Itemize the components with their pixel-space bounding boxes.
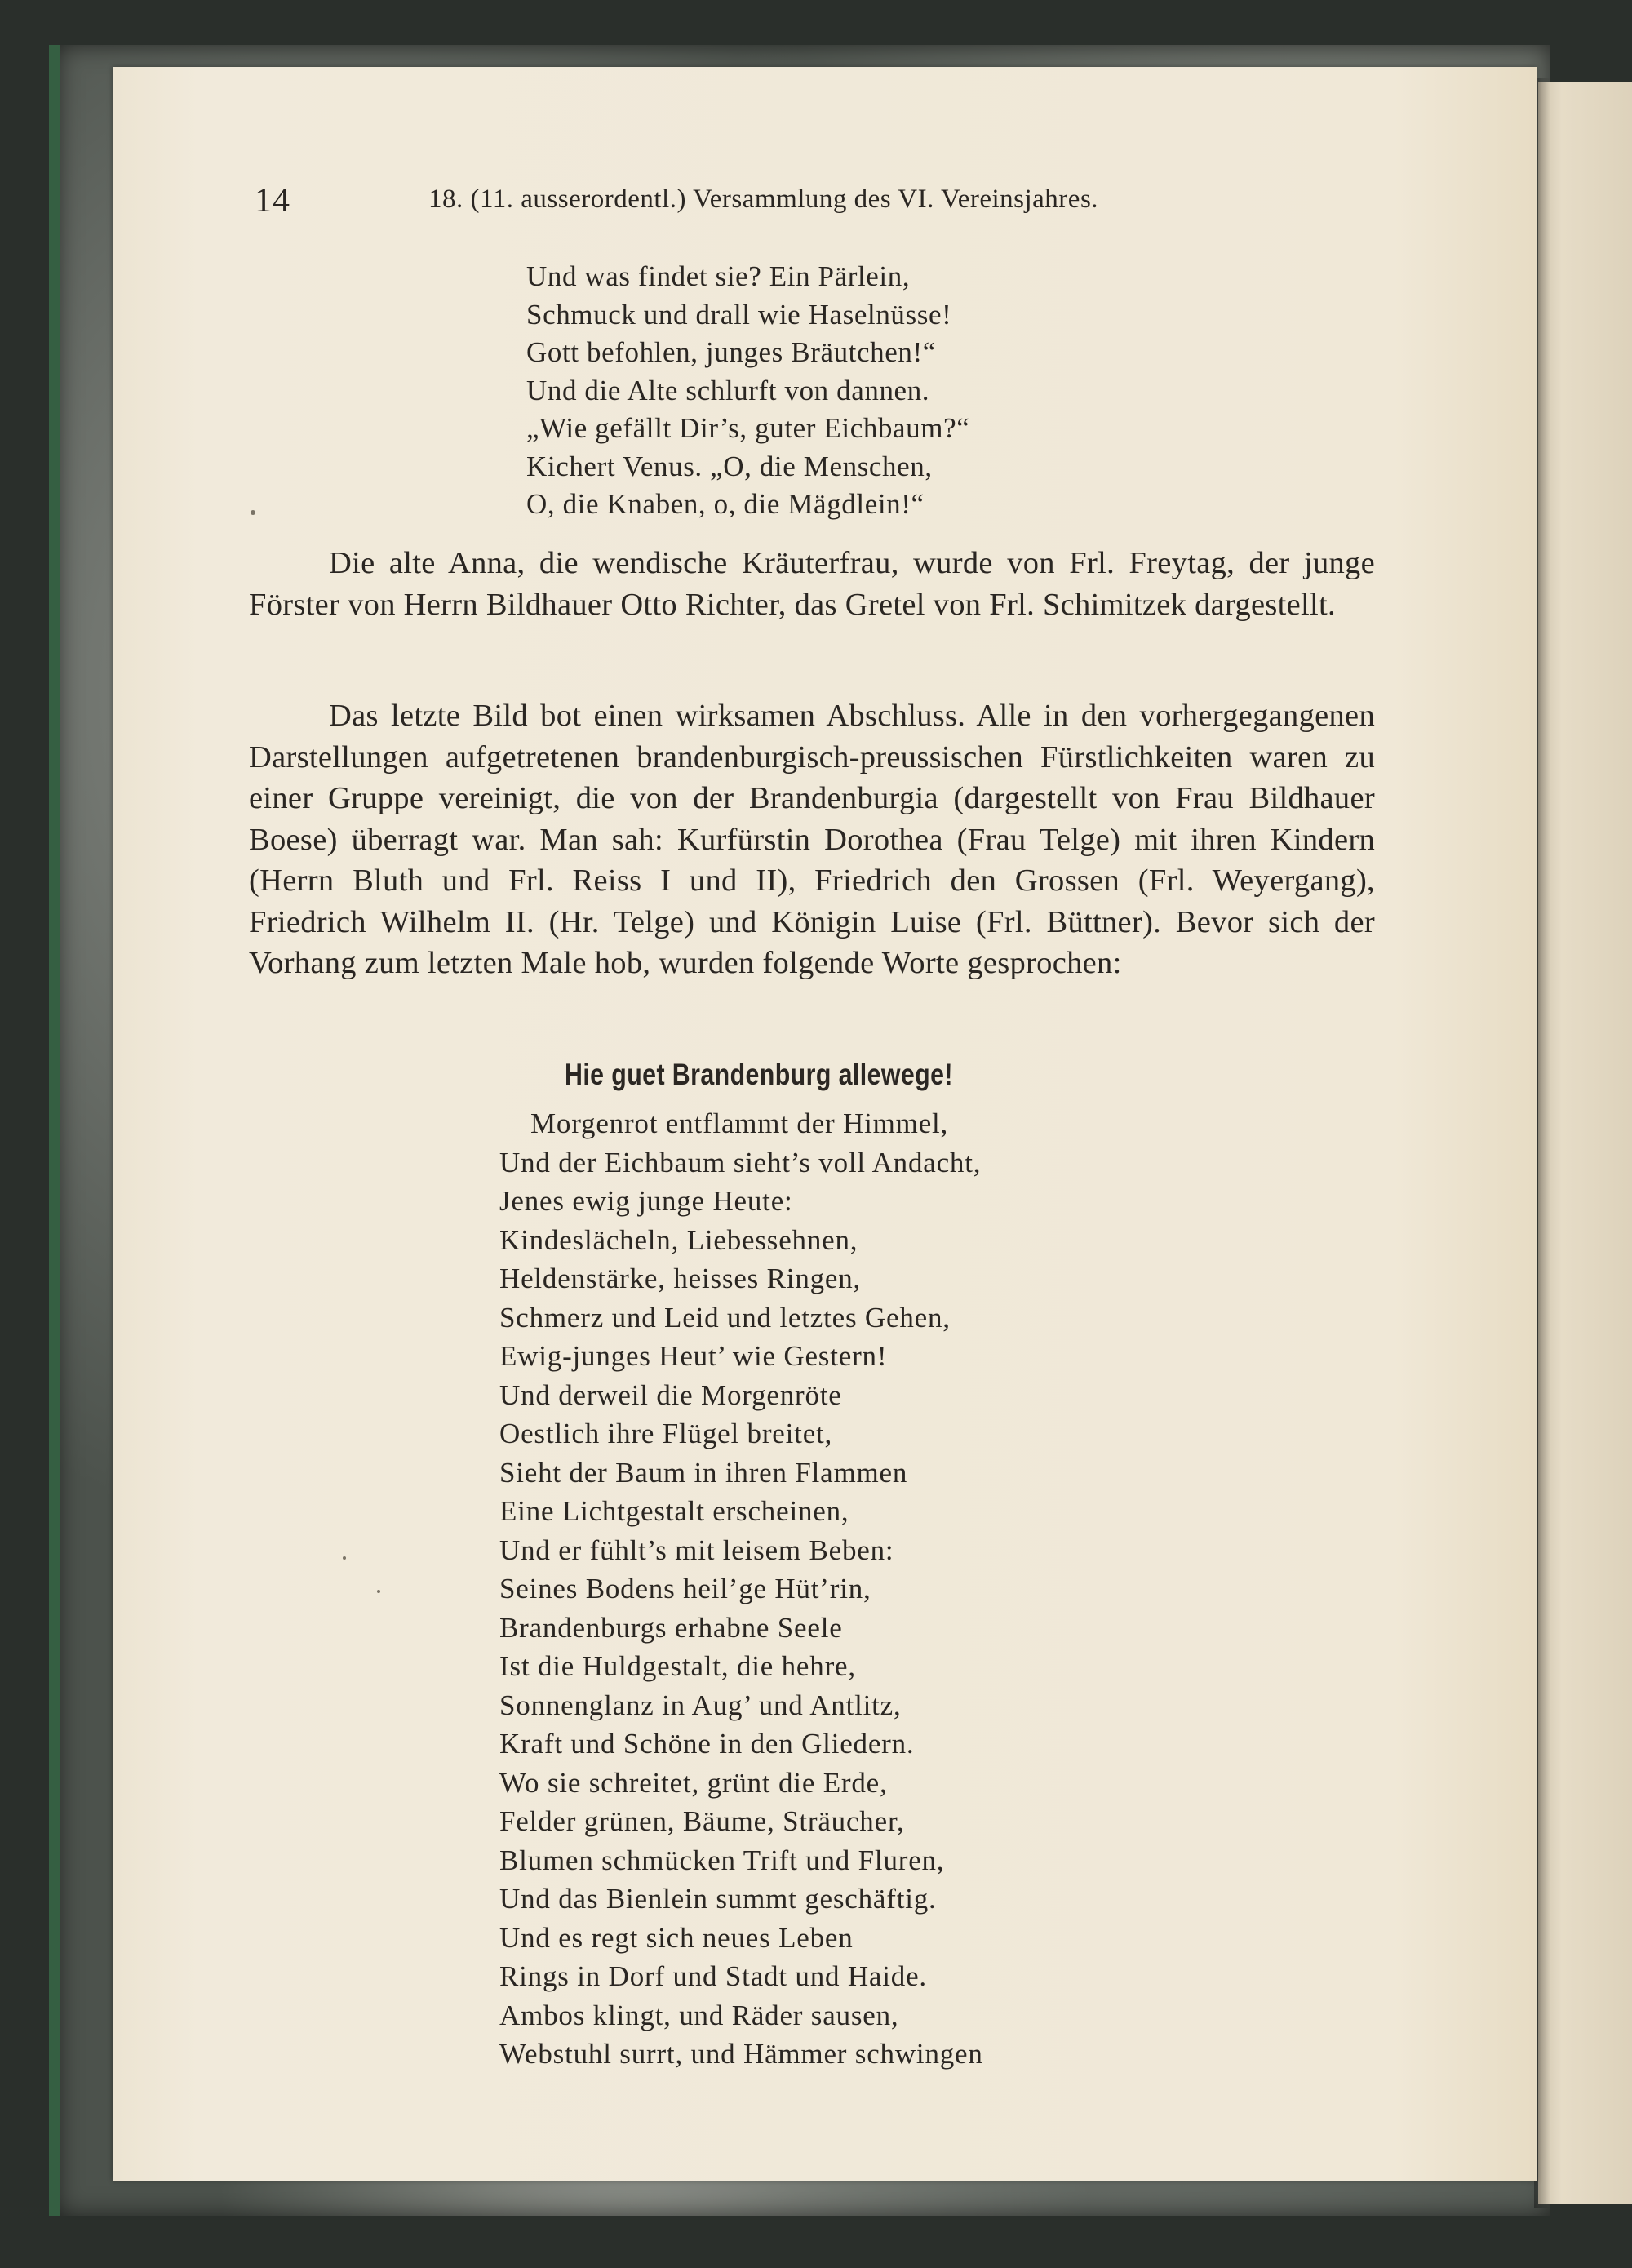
poem-line: Und der Eichbaum sieht’s voll Andacht,	[499, 1146, 982, 1178]
poem-line: Sieht der Baum in ihren Flammen	[499, 1456, 908, 1489]
poem-line: Morgenrot entflammt der Himmel,	[530, 1107, 949, 1139]
poem-line: Und er fühlt’s mit leisem Beben:	[499, 1533, 894, 1566]
cover-cloth-edge	[49, 45, 60, 2216]
poem-line: Eine Lichtgestalt erscheinen,	[499, 1495, 849, 1527]
poem-line: Kraft und Schöne in den Gliedern.	[499, 1728, 915, 1760]
print-speck	[343, 1556, 346, 1560]
print-speck	[377, 1590, 380, 1593]
poem-line: Heldenstärke, heisses Ringen,	[499, 1263, 862, 1294]
verse-top	[526, 258, 969, 524]
paragraph-text: Die alte Anna, die wendische Kräuterfrau, wurde von Frl. Freytag, der junge Förster von Herrn Bildhauer Otto Richter, das Gretel von Frl. Schimitzek dargestellt.	[249, 546, 1375, 622]
running-head: 18. (11. ausserordentl.) Versammlung des VI. Vereinsjahres.	[428, 184, 1099, 214]
poem-line: Kindeslächeln, Liebessehnen,	[499, 1223, 858, 1256]
verse-line: Schmuck und drall wie Haselnüsse!	[526, 298, 952, 331]
poem-title: Hie guet Brandenburg allewege!	[565, 1058, 953, 1091]
poem-line: Oestlich ihre Flügel breitet,	[499, 1418, 833, 1449]
poem-line: Jenes ewig junge Heute:	[499, 1185, 793, 1217]
adjacent-page-edge	[1538, 82, 1632, 2204]
verse-line: Kichert Venus. „O, die Menschen,	[526, 450, 933, 482]
poem-line: Blumen schmücken Trift und Fluren,	[499, 1844, 945, 1876]
paragraph-final-scene	[249, 695, 1375, 984]
poem-line: Schmerz und Leid und letztes Gehen,	[499, 1301, 951, 1334]
poem-line: Sonnenglanz in Aug’ und Antlitz,	[499, 1689, 902, 1721]
verse-line: Gott befohlen, junges Bräutchen!“	[526, 336, 936, 368]
paragraph-text: Das letzte Bild bot einen wirksamen Abschluss. Alle in den vorhergegangenen Darstellungen aufgetretenen brandenburgisch-preussischen Fürstlichkeiten waren zu einer Gruppe vereinigt, die von der Brandenburgia (dargestellt von Frau Bildhauer Boese) überragt war. Man sah: Kurfürstin Dorothea (Frau Telge) mit ihren Kindern (Herrn Bluth und Frl. Reiss I und II), Friedrich den Grossen (Frl. Weyergang), Friedrich Wilhelm II. (Hr. Telge) und Königin Luise (Frl. Büttner). Bevor sich der Vorhang zum letzten Male hob, wurden folgende Worte gesprochen:	[249, 699, 1375, 980]
verse-line: Und die Alte schlurft von dannen.	[526, 374, 930, 406]
poem-line: Ist die Huldgestalt, die hehre,	[499, 1650, 856, 1682]
poem-line: Und derweil die Morgenröte	[499, 1378, 842, 1411]
page-gutter-shadow	[1534, 78, 1550, 2208]
verse-line: O, die Knaben, o, die Mägdlein!“	[526, 488, 925, 520]
poem-body	[499, 1104, 983, 2074]
poem-line: Und das Bienlein summt geschäftig.	[499, 1883, 937, 1915]
poem-line: Webstuhl surrt, und Hämmer schwingen	[499, 2038, 983, 2070]
poem-line: Felder grünen, Bäume, Sträucher,	[499, 1805, 905, 1837]
poem-line: Rings in Dorf und Stadt und Haide.	[499, 1960, 927, 1992]
page-number: 14	[255, 182, 290, 220]
poem-line: Wo sie schreitet, grünt die Erde,	[499, 1766, 888, 1799]
poem-line: Ambos klingt, und Räder sausen,	[499, 1999, 899, 2031]
poem-line: Und es regt sich neues Leben	[499, 1921, 854, 1954]
poem-line: Ewig-junges Heut’ wie Gestern!	[499, 1340, 888, 1372]
paragraph-cast	[249, 543, 1375, 625]
verse-line: „Wie gefällt Dir’s, guter Eichbaum?“	[526, 412, 970, 444]
verse-line: Und was findet sie? Ein Pärlein,	[526, 260, 911, 292]
print-speck	[251, 510, 255, 515]
poem-line: Brandenburgs erhabne Seele	[499, 1611, 843, 1644]
poem-line: Seines Bodens heil’ge Hüt’rin,	[499, 1573, 871, 1604]
